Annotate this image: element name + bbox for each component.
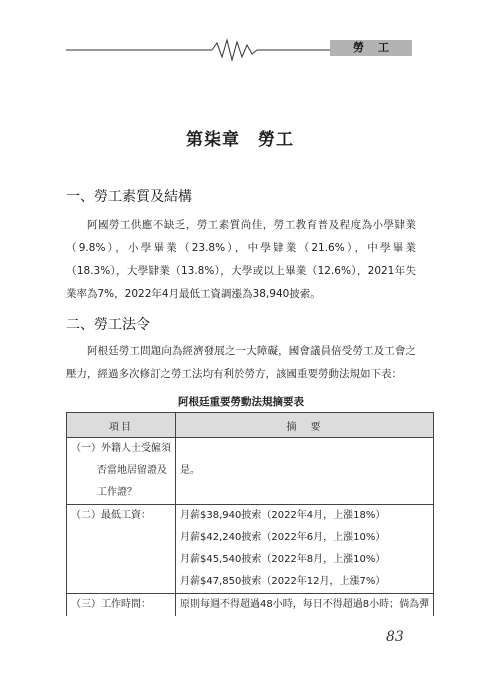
table-cell-summary <box>176 594 434 617</box>
paragraph-labor-quality: 阿國勞工供應不缺乏，勞工素質尚佳，勞工教育普及程度為小學肄業（9.8%），小學畢業（23.8%），中學肄業（21.6%），中學畢業（18.3%），大學肄業（13.8%），大學或以上畢業（12.6%），2021年失業率為7%，2022年4月最低工資調漲為38,940披索。 <box>66 219 416 300</box>
table-caption: 阿根廷重要勞動法規摘要表 <box>178 396 304 408</box>
table-cell-item <box>67 594 176 617</box>
column-header-summary: 摘 要 <box>176 413 434 438</box>
chapter-title: 第柒章 勞工 <box>186 130 294 150</box>
table-header-row <box>67 413 434 438</box>
item-text-line: （一）外籍人士受僱須 <box>71 443 171 454</box>
summary-text-line: 月薪$45,540披索（2022年8月，上漲10%） <box>180 554 386 565</box>
item-text-line: 否當地居留證及 <box>97 465 167 476</box>
table-cell-item <box>67 438 176 505</box>
table-cell-summary <box>176 505 434 594</box>
table-row <box>67 505 434 594</box>
table-cell-summary <box>176 438 434 505</box>
table-row <box>67 594 434 617</box>
summary-text-line: 是。 <box>180 465 200 476</box>
section-heading-labor-law: 二、勞工法令 <box>66 317 150 333</box>
running-header <box>0 0 480 70</box>
item-text-line: （三）工作時間： <box>71 599 151 610</box>
section-heading-labor-quality: 一、勞工素質及結構 <box>66 189 192 205</box>
table-row <box>67 438 434 505</box>
summary-text-line: 月薪$47,850披索（2022年12月，上漲7%） <box>180 576 386 587</box>
paragraph-labor-law: 阿根廷勞工問題向為經濟發展之一大障礙，國會議員倍受勞工及工會之壓力，經過多次修訂之勞工法均有利於勞方，該國重要勞動法規如下表： <box>66 345 416 380</box>
labor-law-table <box>66 412 434 616</box>
summary-text-line: 月薪$38,940披索（2022年4月，上漲18%） <box>180 510 386 521</box>
column-header-item: 項目 <box>67 413 176 438</box>
page-number: 83 <box>386 629 404 645</box>
summary-text-line: 月薪$42,240披索（2022年6月，上漲10%） <box>180 532 386 543</box>
table-cell-item <box>67 505 176 594</box>
item-text-line: 工作證？ <box>97 487 137 498</box>
summary-text-line: 原則每週不得超過48小時，每日不得超過8小時；倘為彈 <box>180 599 430 610</box>
header-section-tab: 勞工 <box>330 40 412 56</box>
header-zigzag-rule <box>0 0 480 70</box>
item-text-line: （二）最低工資： <box>71 510 151 521</box>
